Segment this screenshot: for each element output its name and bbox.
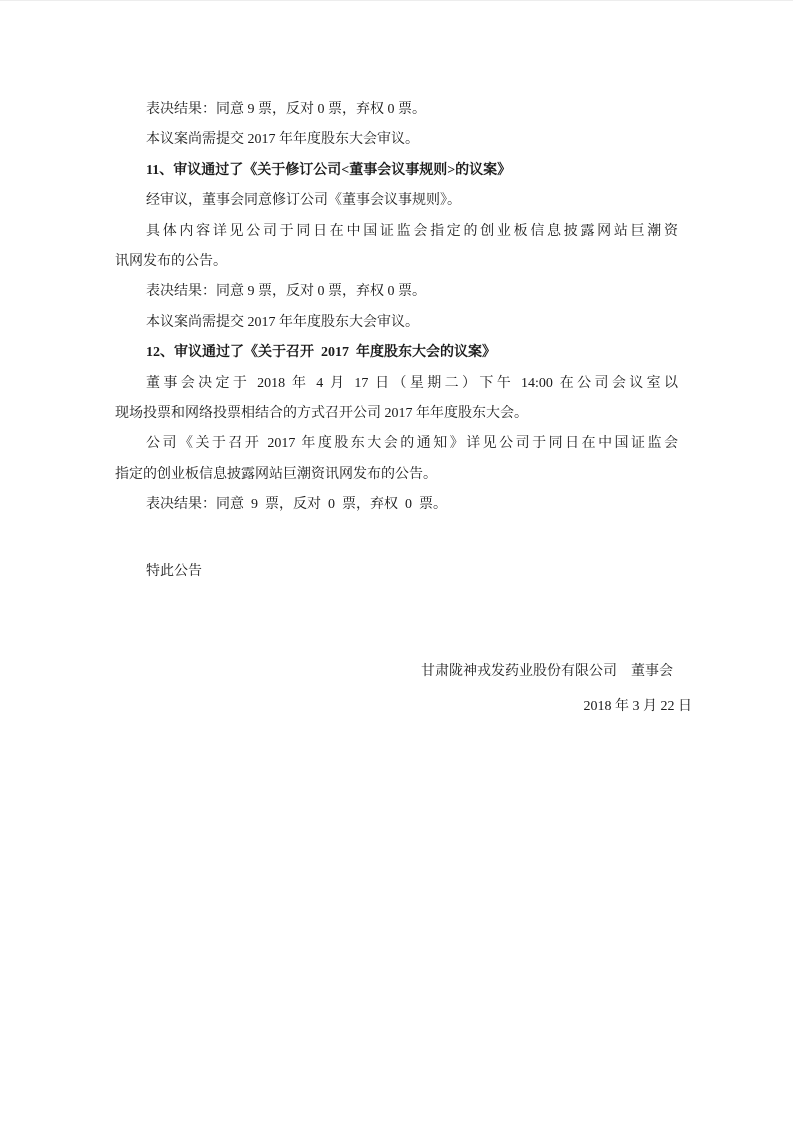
document-body <box>115 95 678 587</box>
signature-block <box>115 657 692 722</box>
text-line: 表决结果：同意 9 票，反对 0 票，弃权 0 票。 <box>146 497 447 513</box>
text-line: 表决结果：同意 9 票，反对 0 票，弃权 0 票。 <box>146 284 426 300</box>
text-line: 具体内容详见公司于同日在中国证监会指定的创业板信息披露网站巨潮资 <box>146 223 678 239</box>
text-line: 11、审议通过了《关于修订公司<董事会议事规则>的议案》 <box>146 162 512 178</box>
text-line: 特此公告 <box>146 563 202 579</box>
signature-company: 甘肃陇神戎发药业股份有限公司 董事会 <box>421 664 673 680</box>
text-line: 本议案尚需提交 2017 年年度股东大会审议。 <box>146 314 419 330</box>
text-line: 指定的创业板信息披露网站巨潮资讯网发布的公告。 <box>115 466 437 482</box>
text-line: 董事会决定于 2018 年 4 月 17 日（星期二）下午 14:00 在公司会议室以 <box>146 375 678 391</box>
text-line: 现场投票和网络投票相结合的方式召开公司 2017 年年度股东大会。 <box>115 406 528 422</box>
text-line: 本议案尚需提交 2017 年年度股东大会审议。 <box>146 132 419 148</box>
text-line: 公司《关于召开 2017 年度股东大会的通知》详见公司于同日在中国证监会 <box>146 436 678 452</box>
text-line: 讯网发布的公告。 <box>115 254 227 270</box>
text-line: 经审议，董事会同意修订公司《董事会议事规则》。 <box>146 193 461 209</box>
text-line: 12、审议通过了《关于召开 2017 年度股东大会的议案》 <box>146 345 496 361</box>
text-line: 表决结果：同意 9 票，反对 0 票，弃权 0 票。 <box>146 102 426 117</box>
signature-date: 2018 年 3 月 22 日 <box>583 698 692 714</box>
